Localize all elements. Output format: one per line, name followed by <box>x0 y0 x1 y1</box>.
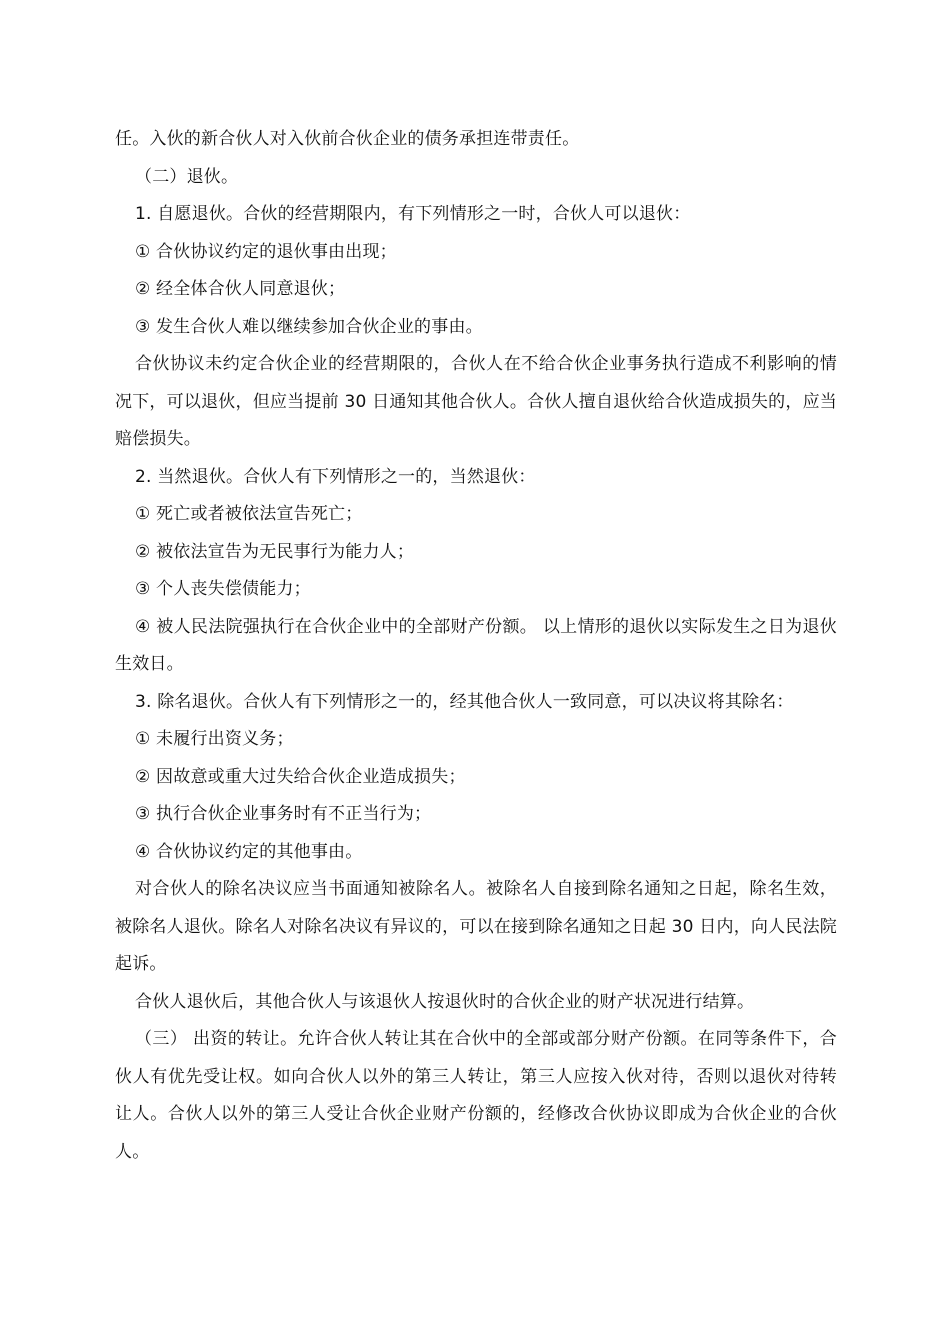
list-item: ② 因故意或重大过失给合伙企业造成损失； <box>135 766 466 787</box>
paragraph-no-term: 合伙协议未约定合伙企业的经营期限的，合伙人在不给合伙企业事务执行造成不利影响的情况下，可以退伙，但应当提前 30 日通知其他合伙人。合伙人擅自退伙给合伙造成损失的，应当赔偿损失。 <box>115 354 837 449</box>
list-item: ① 死亡或者被依法宣告死亡； <box>135 504 363 524</box>
document-body <box>115 121 837 1171</box>
list-item: ③ 执行合伙企业事务时有不正当行为； <box>135 804 432 824</box>
list-item: ③ 发生合伙人难以继续参加合伙企业的事由。 <box>135 316 483 337</box>
paragraph-settlement: 合伙人退伙后，其他合伙人与该退伙人按退伙时的合伙企业的财产状况进行结算。 <box>135 991 755 1012</box>
subsection-automatic-withdrawal: 2. 当然退伙。合伙人有下列情形之一的，当然退伙： <box>135 466 536 487</box>
list-item: ④ 合伙协议约定的其他事由。 <box>135 841 363 862</box>
subsection-expulsion: 3. 除名退伙。合伙人有下列情形之一的，经其他合伙人一致同意，可以决议将其除名： <box>135 691 794 712</box>
section-heading-withdrawal: （二）退伙。 <box>135 166 239 187</box>
list-item: ② 经全体合伙人同意退伙； <box>135 279 346 299</box>
list-item: ① 合伙协议约定的退伙事由出现； <box>135 241 397 262</box>
list-item: ③ 个人丧失偿债能力； <box>135 579 311 599</box>
list-item: ① 未履行出资义务； <box>135 729 294 749</box>
section-heading-transfer: （三） 出资的转让。允许合伙人转让其在合伙中的全部或部分财产份额。在同等条件下，合伙人有优先受让权。如向合伙人以外的第三人转让，第三人应按入伙对待，否则以退伙对待转让人。合伙人以外的第三人受让合伙企业财产份额的，经修改合伙协议即成为合伙企业的合伙人。 <box>115 1029 837 1162</box>
list-item: ④ 被人民法院强执行在合伙企业中的全部财产份额。 以上情形的退伙以实际发生之日为退伙生效日。 <box>115 616 837 674</box>
paragraph-expulsion-notice: 对合伙人的除名决议应当书面通知被除名人。被除名人自接到除名通知之日起，除名生效，被除名人退伙。除名人对除名决议有异议的，可以在接到除名通知之日起 30 日内，向人民法院起诉。 <box>115 879 837 974</box>
paragraph-continuation: 任。入伙的新合伙人对入伙前合伙企业的债务承担连带责任。 <box>115 129 580 149</box>
subsection-voluntary-withdrawal: 1. 自愿退伙。合伙的经营期限内，有下列情形之一时，合伙人可以退伙： <box>135 204 691 224</box>
list-item: ② 被依法宣告为无民事行为能力人； <box>135 541 415 562</box>
